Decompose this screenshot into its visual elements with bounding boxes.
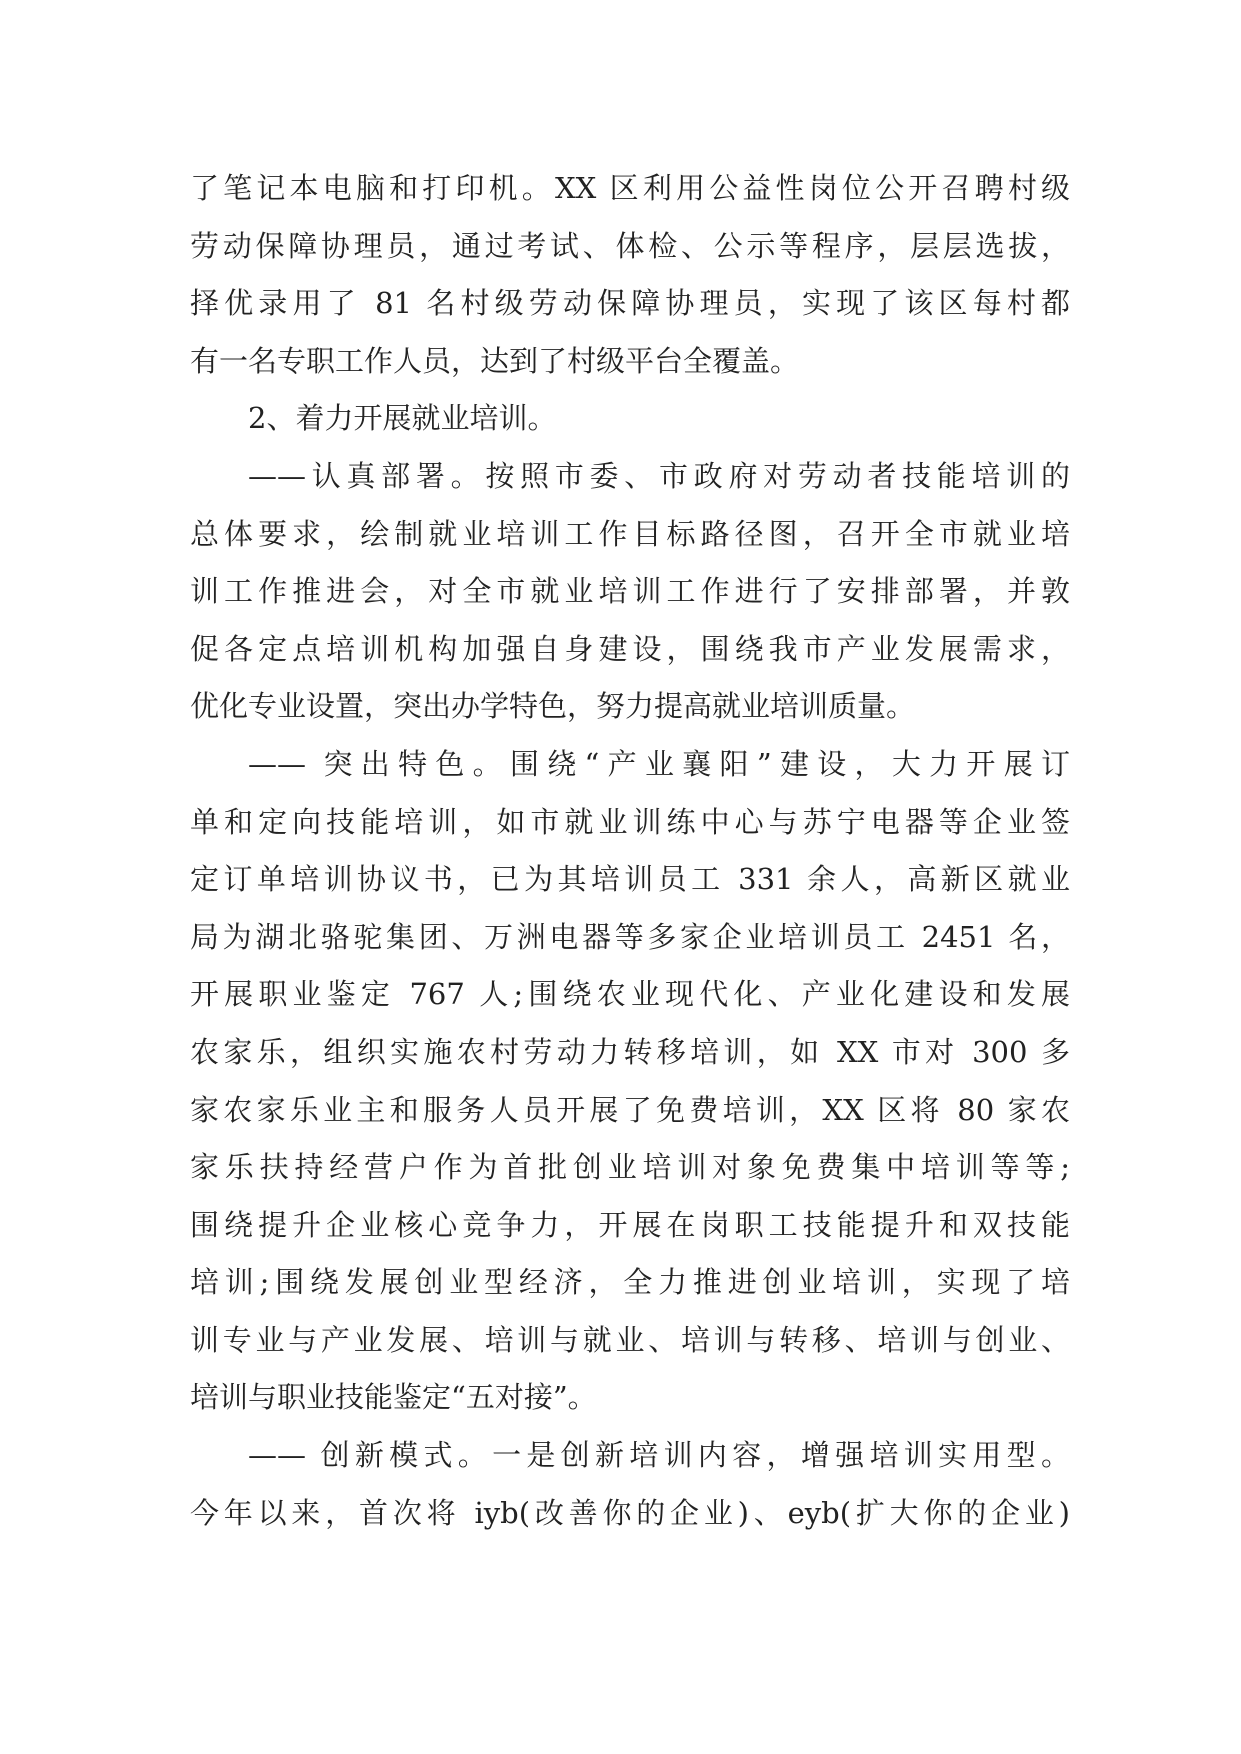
text-line: 培训与职业技能鉴定“五对接”。 bbox=[190, 1380, 597, 1415]
text-line: 开展职业鉴定 767 人;围绕农业现代化、产业化建设和发展 bbox=[190, 977, 1070, 1012]
text-line: 劳动保障协理员，通过考试、体检、公示等程序，层层选拔， bbox=[190, 228, 1070, 263]
text-line: 家农家乐业主和服务人员开展了免费培训，XX 区将 80 家农 bbox=[190, 1092, 1070, 1127]
document-page bbox=[190, 160, 1070, 1542]
text-line: 训工作推进会，对全市就业培训工作进行了安排部署，并敦 bbox=[190, 574, 1070, 609]
text-line: 局为湖北骆驼集团、万洲电器等多家企业培训员工 2451 名， bbox=[190, 919, 1070, 954]
section-heading: 2、着力开展就业培训。 bbox=[248, 401, 557, 436]
text-line: 家乐扶持经营户作为首批创业培训对象免费集中培训等等; bbox=[190, 1150, 1070, 1185]
text-line: 训专业与产业发展、培训与就业、培训与转移、培训与创业、 bbox=[190, 1322, 1070, 1357]
text-line: 有一名专职工作人员，达到了村级平台全覆盖。 bbox=[190, 343, 800, 378]
text-line: 今年以来，首次将 iyb(改善你的企业)、eyb(扩大你的企业) bbox=[190, 1495, 1070, 1530]
text-line: 培训;围绕发展创业型经济，全力推进创业培训，实现了培 bbox=[190, 1265, 1070, 1300]
text-line: 定订单培训协议书，已为其培训员工 331 余人，高新区就业 bbox=[190, 862, 1070, 897]
text-line: ——认真部署。按照市委、市政府对劳动者技能培训的 bbox=[248, 458, 1070, 493]
text-line: 优化专业设置，突出办学特色，努力提高就业培训质量。 bbox=[190, 689, 916, 724]
text-line: 择优录用了 81 名村级劳动保障协理员，实现了该区每村都 bbox=[190, 286, 1070, 321]
text-line: 单和定向技能培训，如市就业训练中心与苏宁电器等企业签 bbox=[190, 804, 1070, 839]
text-line: —— 突出特色。围绕“产业襄阳”建设，大力开展订 bbox=[248, 746, 1070, 781]
text-line: 促各定点培训机构加强自身建设，围绕我市产业发展需求， bbox=[190, 631, 1070, 666]
text-line: 围绕提升企业核心竞争力，开展在岗职工技能提升和双技能 bbox=[190, 1207, 1070, 1242]
text-line: 了笔记本电脑和打印机。XX 区利用公益性岗位公开召聘村级 bbox=[190, 171, 1070, 205]
text-line: 农家乐，组织实施农村劳动力转移培训，如 XX 市对 300 多 bbox=[190, 1034, 1070, 1069]
text-line: —— 创新模式。一是创新培训内容，增强培训实用型。 bbox=[248, 1438, 1070, 1473]
text-line: 总体要求，绘制就业培训工作目标路径图，召开全市就业培 bbox=[190, 516, 1070, 551]
